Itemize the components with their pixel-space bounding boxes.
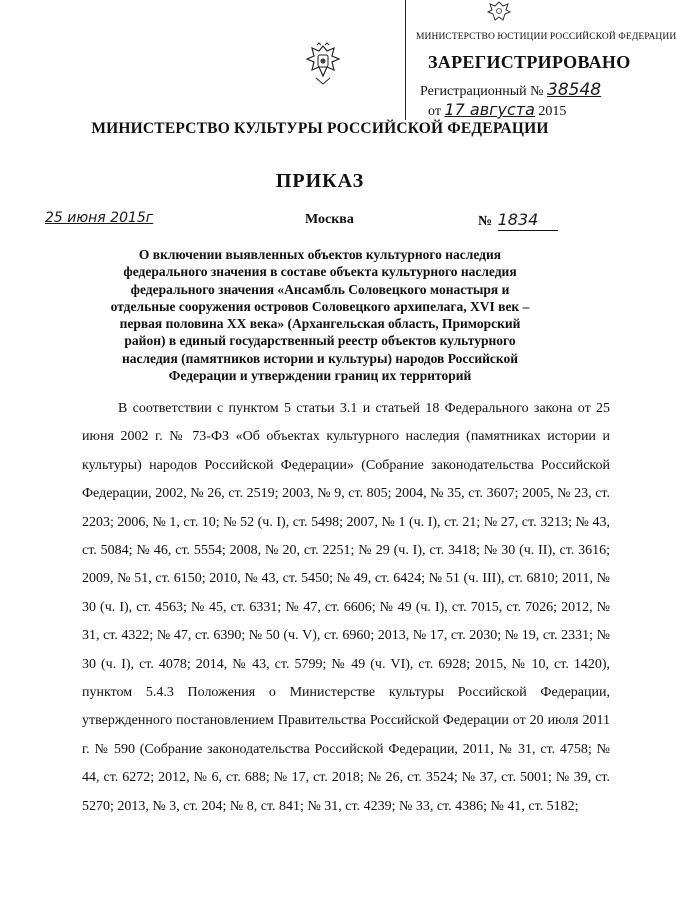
stamp-reg-label: Регистрационный №	[420, 84, 544, 99]
registration-stamp	[405, 0, 676, 120]
order-subject: О включении выявленных объектов культурного наследия федерального значения в составе объекта культурного наследия федерального значения «Ансамбль Соловецкого монастыря и отдельные сооружения островов Соловецкого архипелага, XVI век – первая половина XX века» (Архангельская область, Приморский район) в единый государственный реестр объектов культурного наследия (памятников истории и культуры) народов Российской Федерации и утверждении границ их территорий	[110, 247, 530, 384]
ministry-title: МИНИСТЕРСТВО КУЛЬТУРЫ РОССИЙСКОЙ ФЕДЕРАЦИИ	[91, 120, 549, 137]
stamp-date-line	[428, 100, 566, 120]
order-title: ПРИКАЗ	[275, 170, 365, 192]
order-number-value: 1834	[497, 210, 539, 229]
stamp-reg-line	[420, 80, 601, 100]
body-paragraph: В соответствии с пунктом 5 статьи 3.1 и статьей 18 Федерального закона от 25 июня 2002 г. № 73-ФЗ «Об объектах культурного наследия (памятниках истории и культуры) народов Российской Федерации» (Собрание законодательства Российской Федерации, 2002, № 26, ст. 2519; 2003, № 9, ст. 805; 2004, № 35, ст. 3607; 2005, № 23, ст. 2203; 2006, № 1, ст. 10; № 52 (ч. I), ст. 5498; 2007, № 1 (ч. I), ст. 21; № 27, ст. 3213; № 43, ст. 5084; № 46, ст. 5554; 2008, № 20, ст. 2251; № 29 (ч. I), ст. 3418; № 30 (ч. II), ст. 3616; 2009, № 51, ст. 6150; 2010, № 43, ст. 5450; № 49, ст. 6424; № 51 (ч. III), ст. 6810; 2011, № 30 (ч. I), ст. 4563; № 45, ст. 6331; № 47, ст. 6606; № 49 (ч. I), ст. 7015, ст. 7026; 2012, № 31, ст. 4322; № 47, ст. 6390; № 50 (ч. V), ст. 6960; 2013, № 17, ст. 2030; № 19, ст. 2331; № 30 (ч. I), ст. 4078; 2014, № 43, ст. 5799; № 49 (ч. VI), ст. 6928; 2015, № 10, ст. 1420), пунктом 5.4.3 Положения о Министерстве культуры Российской Федерации, утвержденного постановлением Правительства Российской Федерации от 20 июля 2011 г. № 590 (Собрание законодательства Российской Федерации, 2011, № 31, ст. 4758; № 44, ст. 6272; 2012, № 6, ст. 688; № 17, ст. 2018; № 26, ст. 3524; № 37, ст. 5001; № 39, ст. 5270; 2013, № 3, ст. 204; № 8, ст. 841; № 31, ст. 4239; № 33, ст. 4386; № 41, ст. 5182;	[82, 401, 610, 814]
order-date: 25 июня 2015г	[45, 210, 154, 226]
stamp-date-prefix: от	[428, 104, 441, 119]
stamp-date-year: 2015	[538, 104, 567, 119]
order-number-label: №	[478, 214, 493, 229]
stamp-registered: ЗАРЕГИСТРИРОВАНО	[428, 52, 631, 72]
stamp-date-handwritten: 17 августа	[444, 100, 535, 119]
order-number	[478, 210, 558, 231]
order-city: Москва	[305, 212, 354, 227]
stamp-reg-number: 38548	[547, 80, 602, 100]
stamp-ministry: МИНИСТЕРСТВО ЮСТИЦИИ РОССИЙСКОЙ ФЕДЕРАЦИИ	[416, 32, 676, 42]
coat-of-arms-icon	[302, 42, 344, 86]
order-body	[82, 395, 610, 821]
